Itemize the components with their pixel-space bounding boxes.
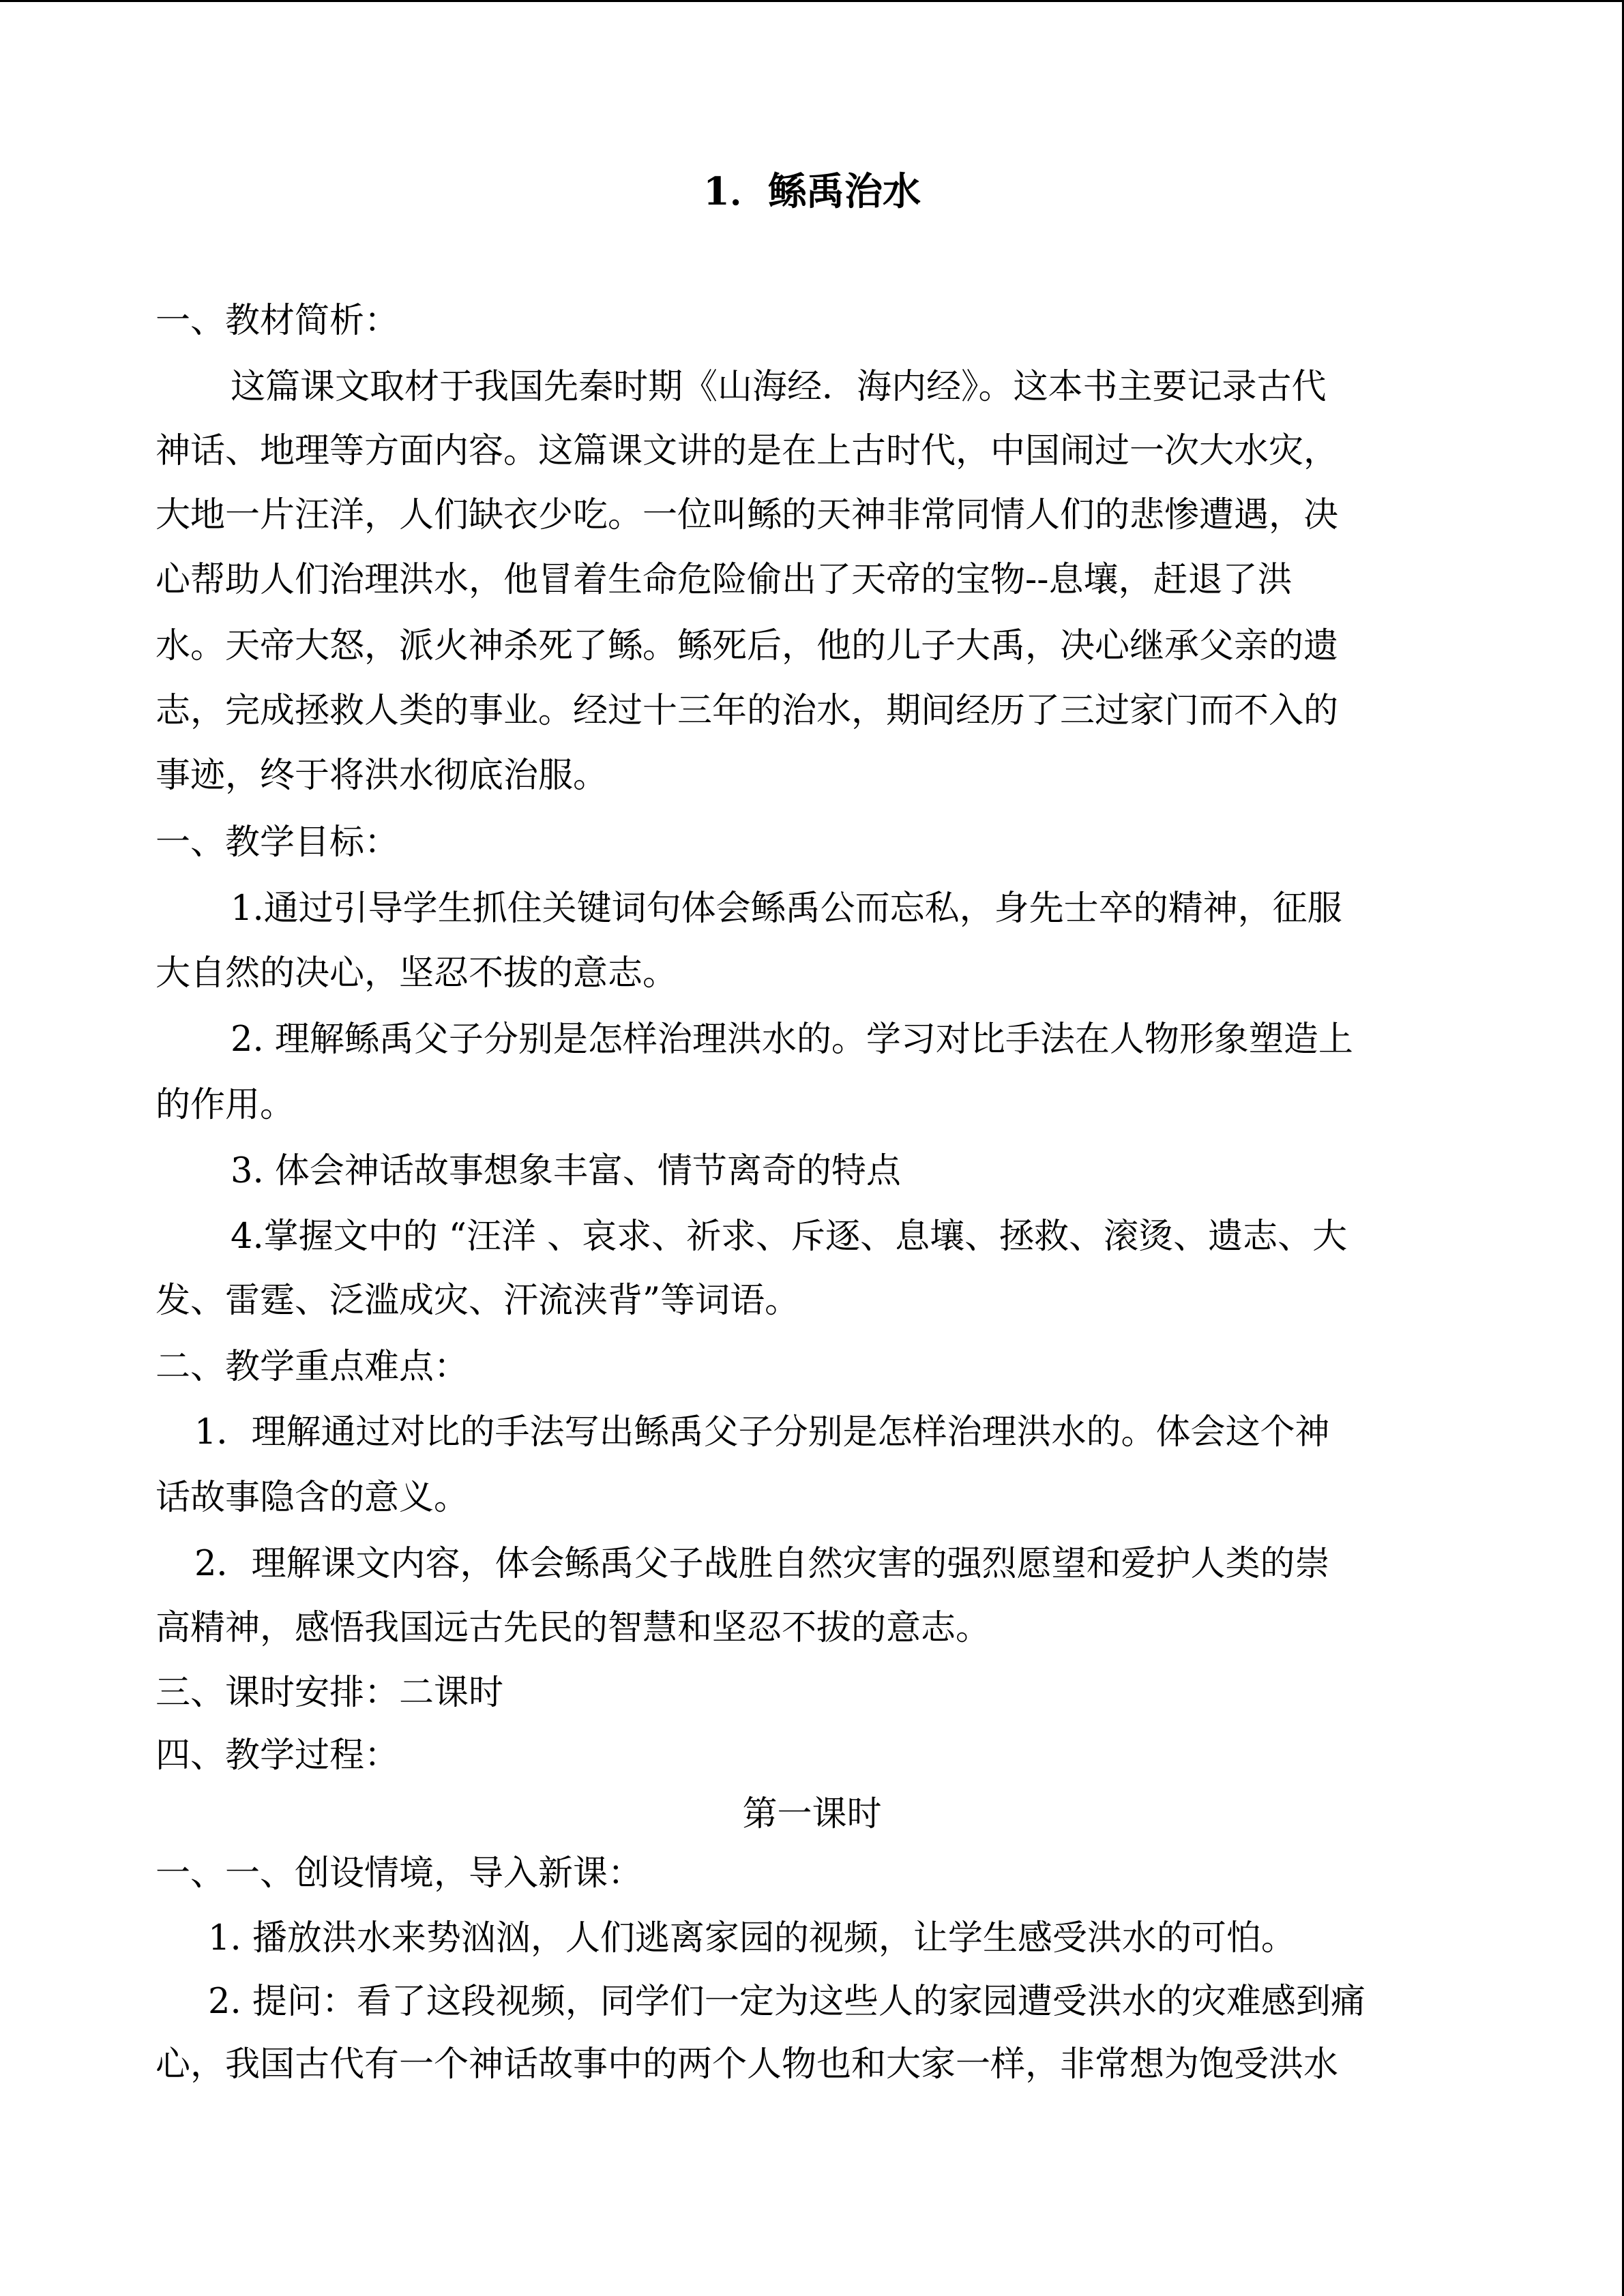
paragraph-line: 神话、地理等方面内容。这篇课文讲的是在上古时代，中国闹过一次大水灾， [156,431,1339,471]
paragraph-line: 心帮助人们治理洪水，他冒着生命危险偷出了天帝的宝物--息壤，赶退了洪 [156,560,1293,600]
section-heading-teaching-goals: 一、教学目标： [156,822,400,863]
document-title: 1．鲧禹治水 [703,169,921,214]
paragraph-line: 志，完成拯救人类的事业。经过十三年的治水，期间经历了三过家门而不入的 [156,691,1339,731]
section-heading-schedule: 三、课时安排：二课时 [156,1673,504,1713]
paragraph-line: 事迹，终于将洪水彻底治服。 [156,756,608,796]
paragraph-line: 水。天帝大怒，派火神杀死了鲧。鲧死后，他的儿子大禹，决心继承父亲的遗 [156,626,1339,666]
lesson-subheading: 第一课时 [742,1794,882,1834]
list-item-continuation: 话故事隐含的意义。 [156,1478,469,1518]
list-item: 2. 提问：看了这段视频，同学们一定为这些人的家园遭受洪水的灾难感到痛 [208,1982,1365,2022]
list-item-continuation: 心，我国古代有一个神话故事中的两个人物也和大家一样，非常想为饱受洪水 [156,2044,1339,2085]
list-item-continuation: 的作用。 [156,1085,295,1125]
list-item: 2．理解课文内容，体会鲧禹父子战胜自然灾害的强烈愿望和爱护人类的崇 [194,1544,1330,1584]
list-item-continuation: 高精神，感悟我国远古先民的智慧和坚忍不拔的意志。 [156,1608,991,1648]
list-item: 3. 体会神话故事想象丰富、情节离奇的特点 [231,1151,901,1191]
list-item-continuation: 大自然的决心，坚忍不拔的意志。 [156,953,678,994]
step-heading: 一、一、创设情境，导入新课： [156,1853,643,1894]
paragraph-line: 大地一片汪洋，人们缺衣少吃。一位叫鲧的天神非常同情人们的悲惨遭遇，决 [156,495,1339,535]
list-item: 2. 理解鲧禹父子分别是怎样治理洪水的。学习对比手法在人物形象塑造上 [231,1019,1353,1060]
paragraph-line: 这篇课文取材于我国先秦时期《山海经．海内经》。这本书主要记录古代 [231,367,1327,407]
list-item: 1．理解通过对比的手法写出鲧禹父子分别是怎样治理洪水的。体会这个神 [194,1412,1330,1452]
section-heading-process: 四、教学过程： [156,1735,400,1776]
section-heading-textbook-analysis: 一、教材简析： [156,301,400,341]
list-item: 4.掌握文中的 “汪洋 、哀求、祈求、斥逐、息壤、拯救、滚烫、遗志、大 [231,1217,1348,1257]
section-heading-key-points: 二、教学重点难点： [156,1347,469,1387]
list-item: 1.通过引导学生抓住关键词句体会鲧禹公而忘私，身先士卒的精神，征服 [231,889,1342,929]
list-item-continuation: 发、雷霆、泛滥成灾、汗流浃背”等词语。 [156,1281,800,1321]
list-item: 1. 播放洪水来势汹汹，人们逃离家园的视频，让学生感受洪水的可怕。 [208,1918,1296,1958]
